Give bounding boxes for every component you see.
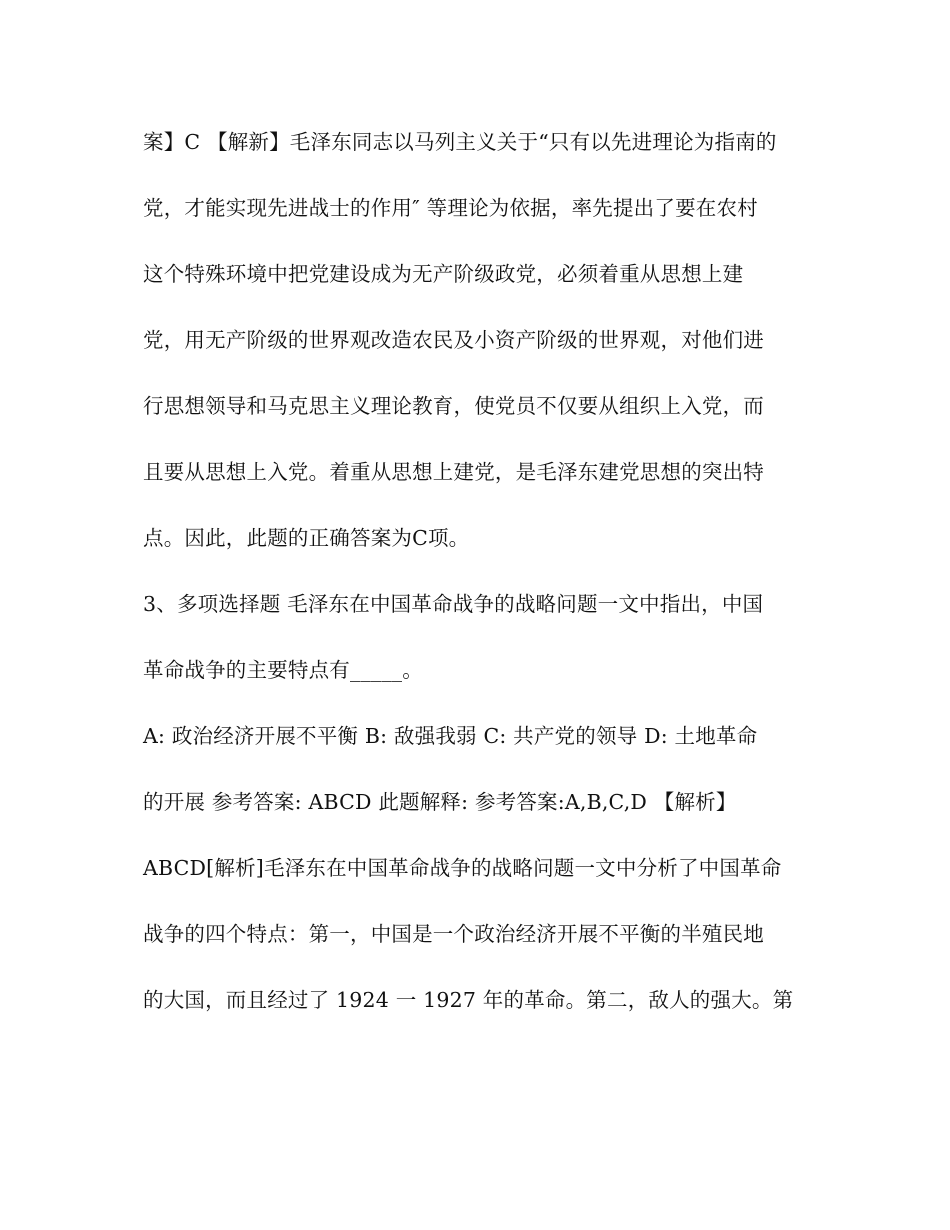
- text-line-2: 党，才能实现先进战士的作用″ 等理论为依据，率先提出了要在农村: [143, 196, 758, 220]
- text-line-3: 这个特殊环境中把党建设成为无产阶级政党，必须着重从思想上建: [143, 262, 744, 286]
- text-line-4: 党，用无产阶级的世界观改造农民及小资产阶级的世界观，对他们进: [143, 328, 764, 352]
- analysis-line-2: 战争的四个特点：第一，中国是一个政治经济开展不平衡的半殖民地: [143, 922, 764, 946]
- options-line: A: 政治经济开展不平衡 B: 敌强我弱 C: 共产党的领导 D: 土地革命: [143, 724, 758, 748]
- question-3-line-1: 3、多项选择题 毛泽东在中国革命战争的战略问题一文中指出，中国: [143, 592, 764, 616]
- answer-line: 的开展 参考答案: ABCD 此题解释: 参考答案:A,B,C,D 【解析】: [143, 790, 737, 814]
- question-3-line-2: 革命战争的主要特点有_____。: [143, 658, 423, 682]
- text-line-6: 且要从思想上入党。着重从思想上建党，是毛泽东建党思想的突出特: [143, 460, 764, 484]
- text-line-1: 案】C 【解新】毛泽东同志以马列主义关于“只有以先进理论为指南的: [143, 130, 777, 154]
- text-line-7: 点。因此，此题的正确答案为C项。: [143, 526, 470, 550]
- text-line-5: 行思想领导和马克思主义理论教育，使党员不仅要从组织上入党，而: [143, 394, 764, 418]
- document-body: [143, 118, 813, 1042]
- analysis-line-3: 的大国，而且经过了 1924 一 1927 年的革命。第二，敌人的强大。第: [143, 988, 794, 1012]
- analysis-line-1: ABCD[解析]毛泽东在中国革命战争的战略问题一文中分析了中国革命: [143, 856, 782, 880]
